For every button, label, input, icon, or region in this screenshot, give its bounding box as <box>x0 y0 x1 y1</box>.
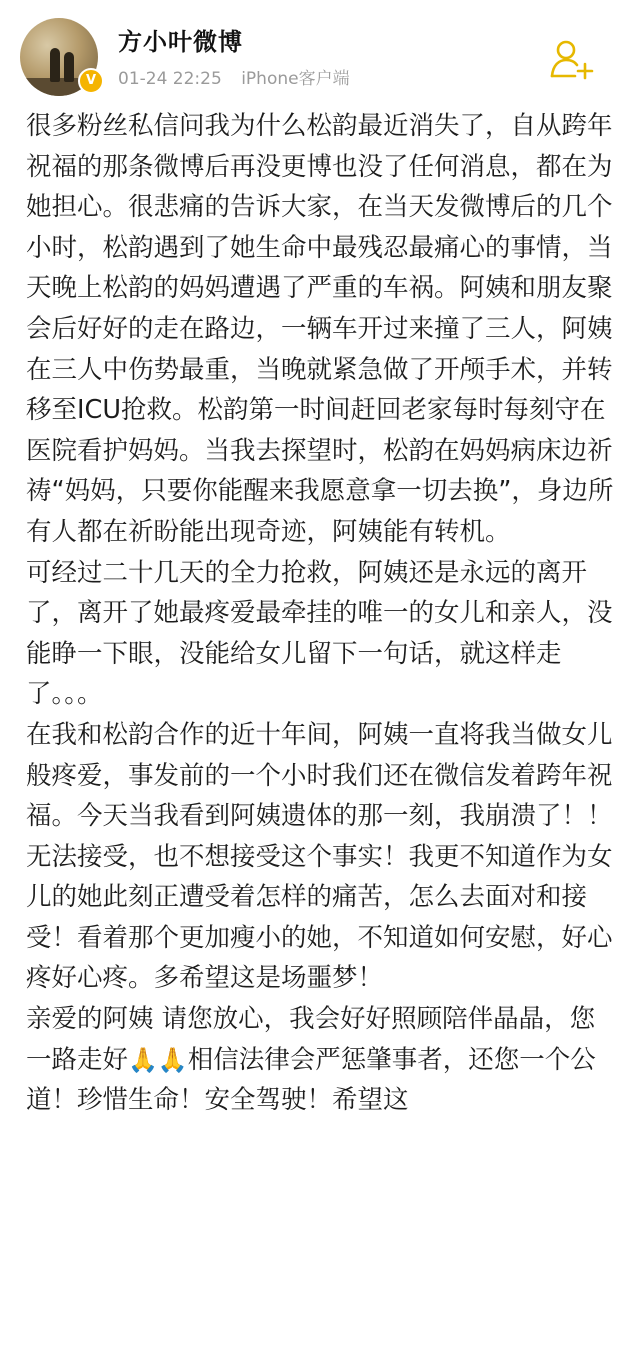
avatar-figure <box>64 52 74 82</box>
post-text: 相信法律会严惩肇事者，还您一个公道！珍惜生命！安全驾驶！希望这 <box>26 1044 596 1116</box>
add-user-icon[interactable] <box>549 38 595 80</box>
post-paragraph: 可经过二十几天的全力抢救，阿姨还是永远的离开了，离开了她最疼爱最牵挂的唯一的女儿和亲人，没能睁一下眼，没能给女儿留下一句话，就这样走了。。。 <box>26 557 613 710</box>
post-paragraph-last <box>26 999 616 1121</box>
avatar-figure <box>50 48 60 82</box>
post-date: 01-24 22:25 <box>118 69 222 89</box>
post-body <box>26 106 616 1121</box>
verified-badge-icon: V <box>78 68 104 94</box>
pray-emoji-icon: 🙏🙏 <box>128 1045 188 1074</box>
post-text: 亲爱的阿姨 请您放心，我会好好照顾陪伴晶晶，您一路走好 <box>26 1004 596 1075</box>
post-source: iPhone客户端 <box>241 69 350 89</box>
post-header <box>0 0 640 100</box>
post-paragraph: 很多粉丝私信问我为什么松韵最近消失了，自从跨年祝福的那条微博后再没更博也没了任何消息，都在为她担心。很悲痛的告诉大家，在当天发微博后的几个小时，松韵遇到了她生命中最残忍最痛心的事情，当天晚上松韵的妈妈遭遇了严重的车祸。阿姨和朋友聚会后好好的走在路边，一辆车开过来撞了三人，阿姨在三人中伤势最重，当晚就紧急做了开颅手术，并转移至ICU抢救。松韵第一时间赶回老家每时每刻守在医院看护妈妈。当我去探望时，松韵在妈妈病床边祈祷“妈妈，只要你能醒来我愿意拿一切去换”，身边所有人都在祈盼能出现奇迹，阿姨能有转机。 <box>26 111 614 547</box>
post-meta <box>118 64 364 89</box>
post-paragraph: 在我和松韵合作的近十年间，阿姨一直将我当做女儿般疼爱，事发前的一个小时我们还在微信发着跨年祝福。今天当我看到阿姨遗体的那一刻，我崩溃了！！无法接受，也不想接受这个事实！我更不知道作为女儿的她此刻正遭受着怎样的痛苦，怎么去面对和接受！看着那个更加瘦小的她，不知道如何安慰，好心疼好心疼。多希望这是场噩梦！ <box>26 719 613 994</box>
username[interactable]: 方小叶微博 <box>118 28 243 56</box>
